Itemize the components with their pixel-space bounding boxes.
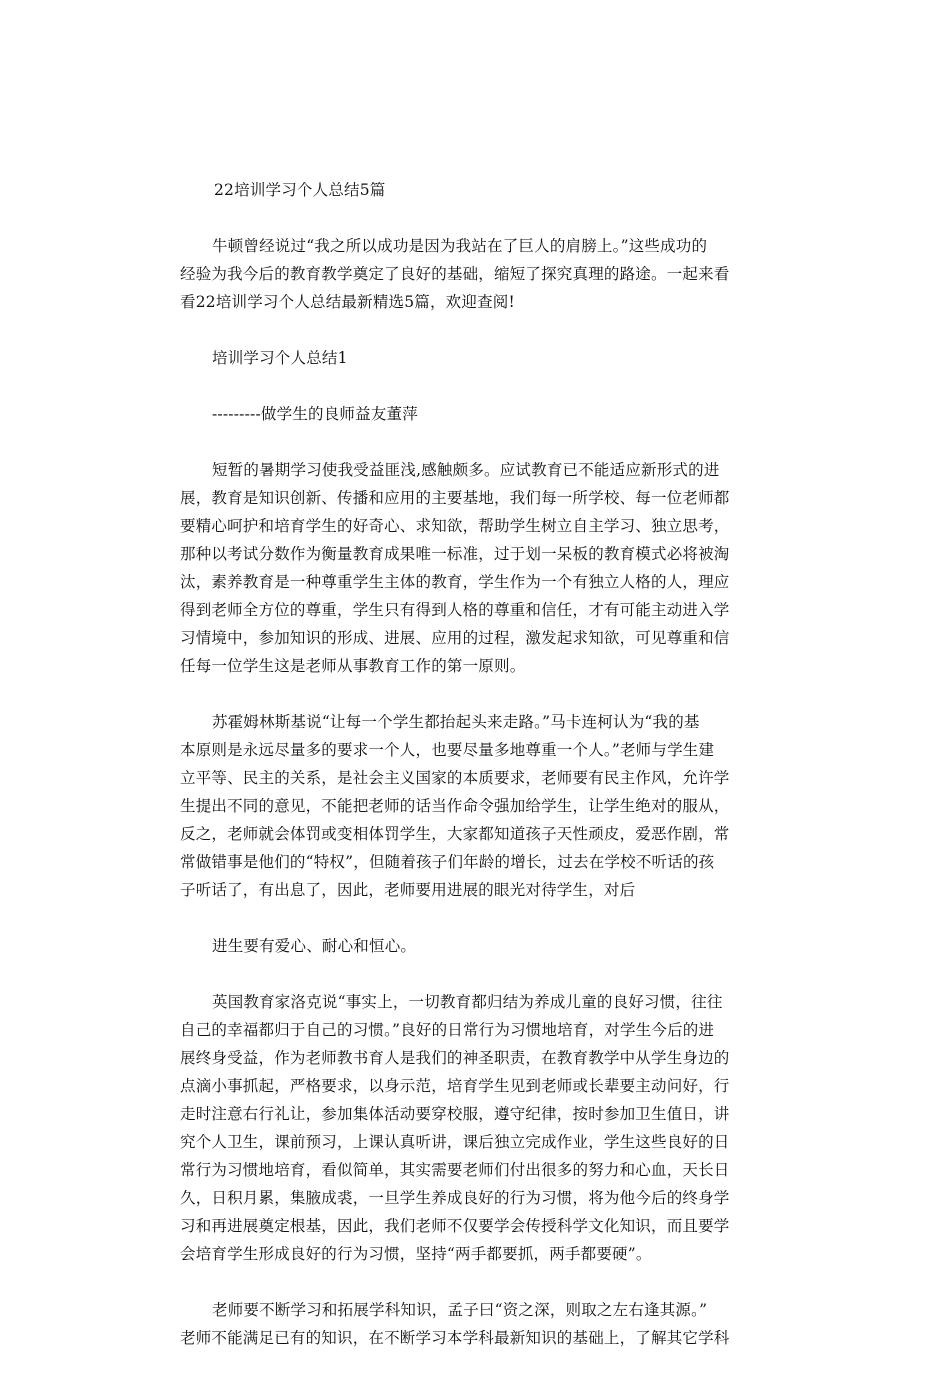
text-line: 老师要不断学习和拓展学科知识，孟子曰“资之深，则取之左右逢其源。” <box>212 1301 708 1319</box>
document-title: 22培训学习个人总结5篇 <box>214 181 386 199</box>
body-paragraph <box>180 232 770 316</box>
text-line: 习和再进展奠定根基，因此，我们老师不仅要学会传授科学文化知识，而且要学 <box>180 1217 730 1235</box>
text-line: 常行为习惯地培育，看似简单，其实需要老师们付出很多的努力和心血，天长日 <box>180 1161 730 1179</box>
text-line: 进生要有爱心、耐心和恒心。 <box>212 937 417 955</box>
body-paragraph <box>180 708 770 904</box>
text-line: 本原则是永远尽量多的要求一个人，也要尽量多地尊重一个人。”老师与学生建 <box>180 741 715 759</box>
text-line: 短暂的暑期学习使我受益匪浅,感触颇多。应试教育已不能适应新形式的进 <box>212 461 720 479</box>
text-line: 苏霍姆林斯基说“让每一个学生都抬起头来走路。”马卡连柯认为“我的基 <box>212 713 700 731</box>
text-line: 自己的幸福都归于自己的习惯。”良好的日常行为习惯地培育，对学生今后的进 <box>180 1021 715 1039</box>
text-line: 得到老师全方位的尊重，学生只有得到人格的尊重和信任，才有可能主动进入学 <box>180 601 730 619</box>
text-line: 培训学习个人总结1 <box>212 349 348 367</box>
section-heading <box>180 400 770 428</box>
text-line: 展，教育是知识创新、传播和应用的主要基地，我们每一所学校、每一位老师都 <box>180 489 730 507</box>
text-line: 习情境中，参加知识的形成、进展、应用的过程，激发起求知欲，可见尊重和信 <box>180 629 730 647</box>
text-line: 经验为我今后的教育教学奠定了良好的基础，缩短了探究真理的路途。一起来看 <box>180 265 730 283</box>
section-heading <box>180 344 770 372</box>
text-line: 究个人卫生，课前预习，上课认真听讲，课后独立完成作业，学生这些良好的日 <box>180 1133 730 1151</box>
text-line: 牛顿曾经说过“我之所以成功是因为我站在了巨人的肩膀上。”这些成功的 <box>212 237 708 255</box>
text-line: 看22培训学习个人总结最新精选5篇，欢迎查阅! <box>180 293 515 311</box>
text-line: 反之，老师就会体罚或变相体罚学生，大家都知道孩子天性顽皮，爱恶作剧，常 <box>180 825 730 843</box>
body-paragraph <box>180 932 770 960</box>
text-line: 久，日积月累，集腋成裘，一旦学生养成良好的行为习惯，将为他今后的终身学 <box>180 1189 730 1207</box>
body-paragraph <box>180 456 770 680</box>
text-line: 走时注意右行礼让，参加集体活动要穿校服，遵守纪律，按时参加卫生值日，讲 <box>180 1105 730 1123</box>
text-line: 生提出不同的意见，不能把老师的话当作命令强加给学生，让学生绝对的服从， <box>180 797 730 815</box>
body-paragraph <box>180 988 770 1268</box>
text-line: 英国教育家洛克说“事实上，一切教育都归结为养成儿童的良好习惯，往往 <box>212 993 723 1011</box>
text-line: 那种以考试分数作为衡量教育成果唯一标准，过于划一呆板的教育模式必将被淘 <box>180 545 730 563</box>
text-line: 汰，素养教育是一种尊重学生主体的教育，学生作为一个有独立人格的人，理应 <box>180 573 730 591</box>
text-line: 任每一位学生这是老师从事教育工作的第一原则。 <box>180 657 526 675</box>
text-line: 展终身受益，作为老师教书育人是我们的神圣职责，在教育教学中从学生身边的 <box>180 1049 730 1067</box>
document-content <box>180 176 770 1380</box>
text-line: 子听话了，有出息了，因此，老师要用进展的眼光对待学生，对后 <box>180 881 636 899</box>
text-line: 立平等、民主的关系，是社会主义国家的本质要求，老师要有民主作风，允许学 <box>180 769 730 787</box>
text-line: 老师不能满足已有的知识，在不断学习本学科最新知识的基础上，了解其它学科 <box>180 1329 730 1347</box>
text-line: 会培育学生形成良好的行为习惯，坚持“两手都要抓，两手都要硬”。 <box>180 1245 652 1263</box>
text-line: ---------做学生的良师益友董萍 <box>212 405 418 423</box>
text-line: 常做错事是他们的“特权”，但随着孩子们年龄的增长，过去在学校不听话的孩 <box>180 853 715 871</box>
document-body <box>180 232 770 1352</box>
text-line: 要精心呵护和培育学生的好奇心、求知欲，帮助学生树立自主学习、独立思考， <box>180 517 730 535</box>
text-line: 点滴小事抓起，严格要求，以身示范，培育学生见到老师或长辈要主动问好，行 <box>180 1077 730 1095</box>
